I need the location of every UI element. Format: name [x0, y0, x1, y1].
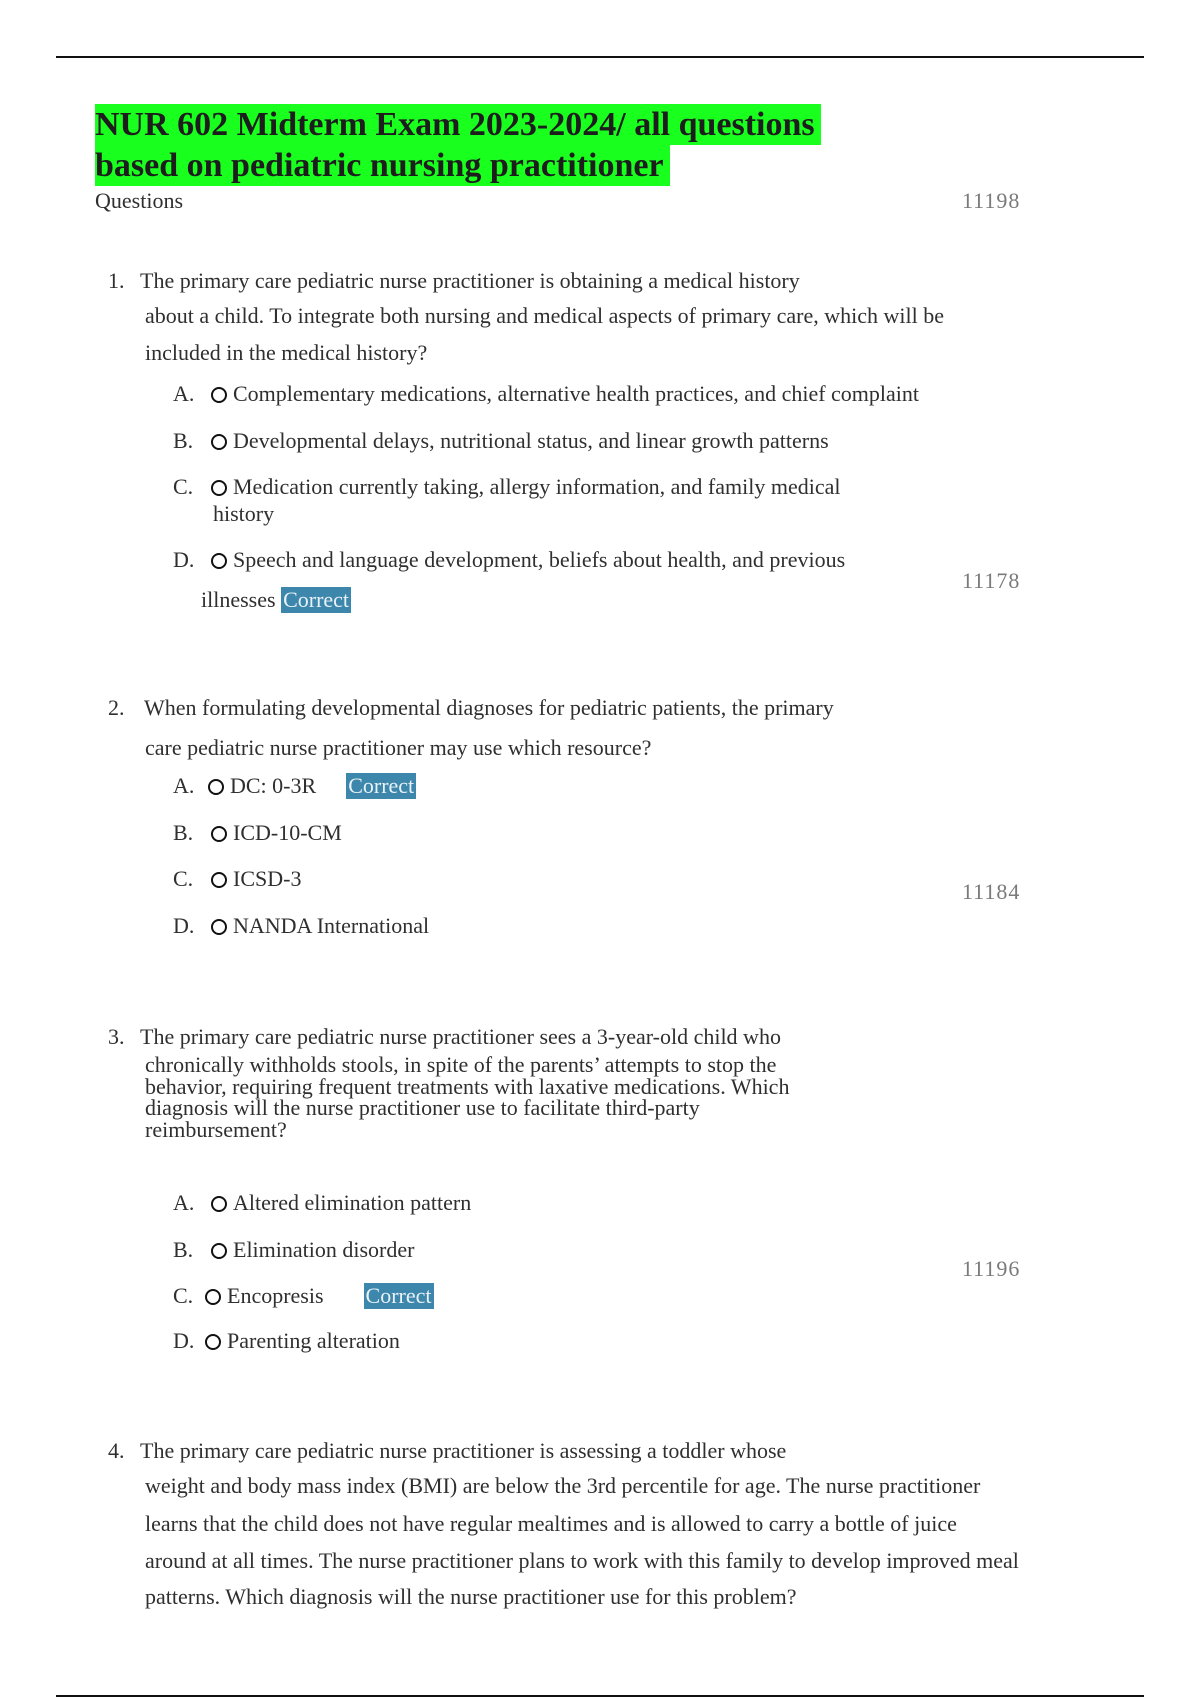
correct-badge: Correct: [348, 773, 415, 798]
correct-badge: Correct: [283, 587, 350, 612]
radio-icon[interactable]: [211, 434, 227, 450]
question-2-code: 11184: [962, 879, 1021, 904]
radio-icon[interactable]: [211, 553, 227, 569]
question-2-stem-line-2: care pediatric nurse practitioner may use which resource?: [145, 735, 652, 760]
question-3-stem-line-5: reimbursement?: [145, 1117, 287, 1142]
question-3-option-b[interactable]: B. Elimination disorder: [173, 1237, 415, 1262]
document-title: [95, 104, 821, 186]
radio-icon[interactable]: [211, 919, 227, 935]
title-line-1: NUR 602 Midterm Exam 2023-2024/ all questions: [95, 104, 821, 145]
question-3-stem-line-3: behavior, requiring frequent treatments with laxative medications. Which: [145, 1074, 790, 1099]
question-1-number: 1.: [108, 268, 125, 293]
radio-icon[interactable]: [211, 480, 227, 496]
radio-icon[interactable]: [205, 1289, 221, 1305]
question-2-number: 2.: [108, 695, 125, 720]
question-1-option-b[interactable]: B. Developmental delays, nutritional status, and linear growth patterns: [173, 428, 829, 453]
radio-icon[interactable]: [211, 872, 227, 888]
question-1-option-d-continued: illnesses Correct: [201, 587, 350, 612]
question-1-stem-line-1: 1. The primary care pediatric nurse practitioner is obtaining a medical history: [108, 268, 800, 293]
radio-icon[interactable]: [211, 1196, 227, 1212]
question-3-stem-line-2: chronically withholds stools, in spite of the parents’ attempts to stop the: [145, 1052, 777, 1077]
question-1-option-c-continued: history: [213, 501, 275, 526]
question-4-stem-line-3: learns that the child does not have regular mealtimes and is allowed to carry a bottle of juice: [145, 1511, 957, 1536]
correct-badge: Correct: [365, 1283, 432, 1308]
question-2-option-c[interactable]: C. ICSD-3: [173, 866, 302, 891]
question-3-number: 3.: [108, 1024, 125, 1049]
question-2-stem-line-1: 2. When formulating developmental diagnoses for pediatric patients, the primary: [108, 695, 834, 720]
question-3-code: 11196: [962, 1256, 1021, 1281]
radio-icon[interactable]: [211, 1243, 227, 1259]
question-3-stem-line-1: 3. The primary care pediatric nurse practitioner sees a 3-year-old child who: [108, 1024, 781, 1049]
question-4-stem-line-5: patterns. Which diagnosis will the nurse practitioner use for this problem?: [145, 1584, 797, 1609]
radio-icon[interactable]: [211, 826, 227, 842]
question-4-stem-line-2: weight and body mass index (BMI) are below the 3rd percentile for age. The nurse practitioner: [145, 1473, 981, 1498]
subtitle-questions: Questions: [95, 188, 183, 213]
question-3-option-d[interactable]: D. Parenting alteration: [173, 1328, 400, 1353]
question-2-option-b[interactable]: B. ICD-10-CM: [173, 820, 342, 845]
question-1-stem-line-3: included in the medical history?: [145, 340, 428, 365]
question-1-option-a[interactable]: A. Complementary medications, alternative health practices, and chief complaint: [173, 381, 920, 406]
top-rule: [56, 56, 1144, 58]
question-1-option-d[interactable]: D. Speech and language development, beliefs about health, and previous: [173, 547, 846, 572]
question-4-number: 4.: [108, 1438, 125, 1463]
question-1-option-c[interactable]: C. Medication currently taking, allergy information, and family medical: [173, 474, 841, 499]
radio-icon[interactable]: [205, 1334, 221, 1350]
radio-icon[interactable]: [208, 779, 224, 795]
radio-icon[interactable]: [211, 387, 227, 403]
bottom-rule: [56, 1695, 1144, 1697]
question-3-option-a[interactable]: A. Altered elimination pattern: [173, 1190, 472, 1215]
question-2-option-d[interactable]: D. NANDA International: [173, 913, 430, 938]
title-line-2: based on pediatric nursing practitioner: [95, 145, 670, 186]
header-code: 11198: [962, 188, 1021, 213]
question-4-stem-line-1: 4. The primary care pediatric nurse practitioner is assessing a toddler whose: [108, 1438, 787, 1463]
question-4-stem-line-4: around at all times. The nurse practitioner plans to work with this family to develop improved meal: [145, 1548, 1019, 1573]
question-1-code: 11178: [962, 568, 1021, 593]
question-1-stem-line-2: about a child. To integrate both nursing and medical aspects of primary care, which will be: [145, 303, 944, 328]
question-3-stem-line-4: diagnosis will the nurse practitioner use to facilitate third-party: [145, 1095, 700, 1120]
question-3-option-c[interactable]: C. Encopresis Correct: [173, 1283, 432, 1308]
question-2-option-a[interactable]: A. DC: 0-3R Correct: [173, 773, 415, 798]
